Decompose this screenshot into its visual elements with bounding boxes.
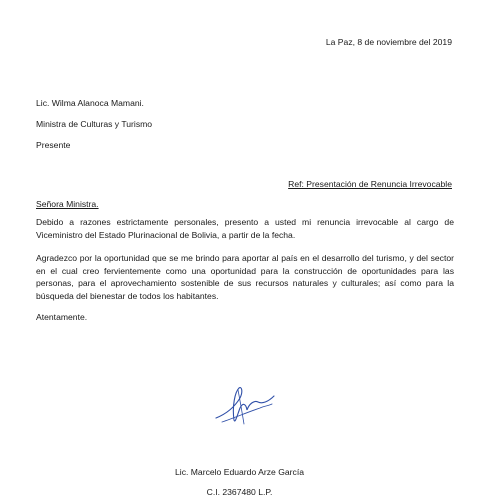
closing: Atentamente.	[36, 312, 88, 322]
signer-name: Lic. Marcelo Eduardo Arze García	[175, 467, 304, 477]
signer-id: C.I. 2367480 L.P.	[206, 487, 273, 497]
recipient-name: Lic. Wilma Alanoca Mamani.	[36, 98, 144, 108]
place-date: La Paz, 8 de noviembre del 2019	[325, 37, 452, 47]
recipient-title: Ministra de Culturas y Turismo	[36, 119, 153, 129]
body-paragraph-1: Debido a razones estrictamente personales, presento a usted mi renuncia irrevocable al cargo de Viceministro del Estado Plurinacional de Bolivia, a partir de la fecha.	[36, 217, 454, 240]
recipient-greeting: Presente	[36, 140, 71, 150]
salutation: Señora Ministra.	[36, 199, 99, 209]
handwritten-signature	[212, 378, 276, 428]
body-paragraph-2: Agradezco por la oportunidad que se me brindo para aportar al país en el desarrollo del turismo, y del sector en el cual creo fervientemente como una oportunidad para la construcción de oportunidades para las personas, para el aprovechamiento sostenible de sus recursos naturales y culturales; así como para la búsqueda del bienestar de todos los habitantes.	[36, 253, 454, 301]
reference-line: Ref: Presentación de Renuncia Irrevocable	[288, 179, 452, 189]
